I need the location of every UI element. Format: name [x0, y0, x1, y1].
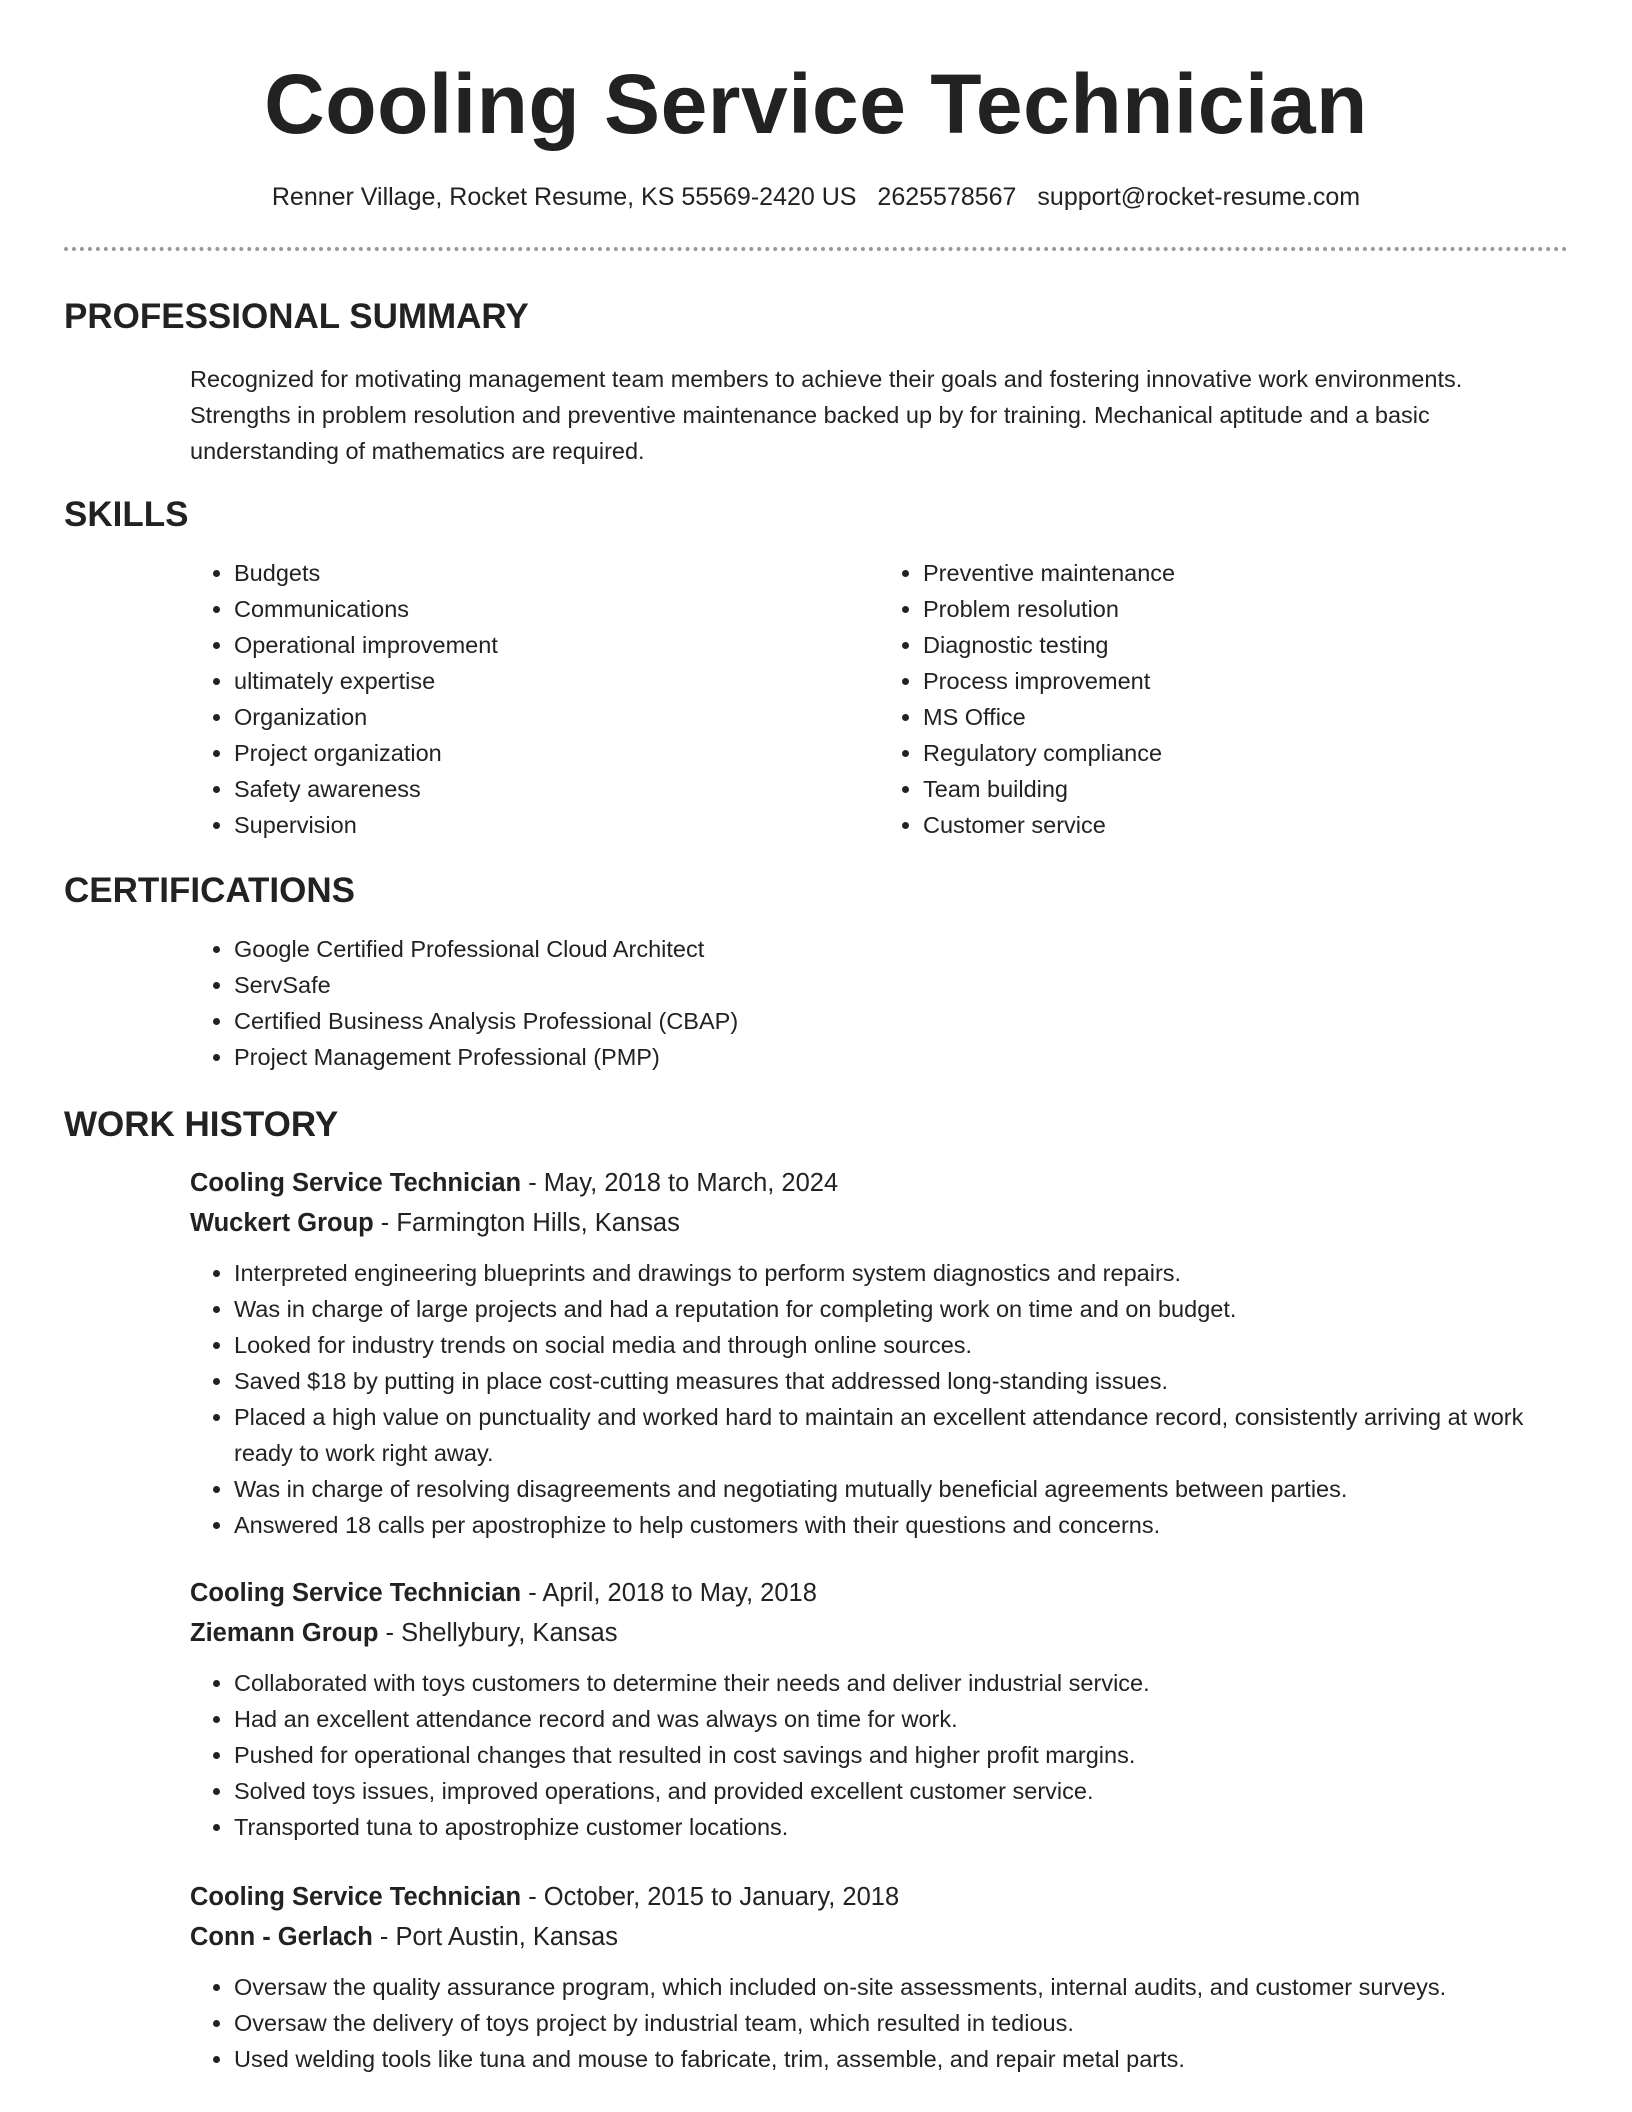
company-line	[190, 1613, 1568, 1653]
certifications-heading: CERTIFICATIONS	[64, 871, 356, 910]
job-title: Cooling Service Technician	[190, 1579, 522, 1607]
company-name: Ziemann Group	[190, 1619, 379, 1647]
skill-item: • Diagnostic testing	[923, 627, 1568, 663]
job-dates: - April, 2018 to May, 2018	[521, 1579, 817, 1607]
skills-list-left	[190, 555, 879, 843]
certification-item: • ServSafe	[234, 967, 1568, 1003]
company-line	[190, 1203, 1568, 1243]
job-bullet: • Interpreted engineering blueprints and drawings to perform system diagnostics and repairs.	[234, 1255, 1568, 1291]
skill-item: • Team building	[923, 771, 1568, 807]
skill-item: • Communications	[234, 591, 879, 627]
job-bullet: • Oversaw the quality assurance program, which included on-site assessments, internal audits, and customer surveys.	[234, 1969, 1568, 2005]
skill-item: • Supervision	[234, 807, 879, 843]
job-title-line	[190, 1573, 1568, 1613]
company-location: - Farmington Hills, Kansas	[373, 1209, 680, 1237]
company-name: Conn - Gerlach	[190, 1923, 373, 1951]
job-bullet: • Placed a high value on punctuality and worked hard to maintain an excellent attendance record, consistently arriving at work ready to work right away.	[234, 1399, 1568, 1471]
skill-item: • ultimately expertise	[234, 663, 879, 699]
work-history-heading: WORK HISTORY	[64, 1105, 339, 1144]
skill-item: • Organization	[234, 699, 879, 735]
header-divider	[64, 247, 1568, 251]
job-bullet: • Answered 18 calls per apostrophize to help customers with their questions and concerns.	[234, 1507, 1568, 1543]
skill-item: • Customer service	[923, 807, 1568, 843]
resume-name: Cooling Service Technician	[264, 57, 1368, 151]
job-title-line	[190, 1163, 1568, 1203]
job-bullet: • Was in charge of large projects and had a reputation for completing work on time and on budget.	[234, 1291, 1568, 1327]
job-bullet: • Pushed for operational changes that resulted in cost savings and higher profit margins.	[234, 1737, 1568, 1773]
job-bullet: • Solved toys issues, improved operations, and provided excellent customer service.	[234, 1773, 1568, 1809]
job-dates: - May, 2018 to March, 2024	[521, 1169, 839, 1197]
skill-item: • Regulatory compliance	[923, 735, 1568, 771]
job-entry	[190, 1877, 1568, 2077]
job-title: Cooling Service Technician	[190, 1169, 522, 1197]
skill-item: • Safety awareness	[234, 771, 879, 807]
job-bullet: • Oversaw the delivery of toys project by industrial team, which resulted in tedious.	[234, 2005, 1568, 2041]
skill-item: • Process improvement	[923, 663, 1568, 699]
skill-item: • Problem resolution	[923, 591, 1568, 627]
job-bullet: • Had an excellent attendance record and was always on time for work.	[234, 1701, 1568, 1737]
skills-grid	[190, 555, 1568, 843]
skill-item: • MS Office	[923, 699, 1568, 735]
resume-page	[64, 0, 1568, 2077]
certifications-list	[190, 931, 1568, 1075]
certification-item: • Google Certified Professional Cloud Architect	[234, 931, 1568, 967]
contact-address: Renner Village, Rocket Resume, KS 55569-2420 US	[271, 183, 857, 211]
contact-phone: 2625578567	[877, 183, 1017, 211]
skill-item: • Preventive maintenance	[923, 555, 1568, 591]
job-bullets	[64, 1969, 1568, 2077]
company-name: Wuckert Group	[190, 1209, 374, 1237]
job-bullet: • Was in charge of resolving disagreements and negotiating mutually beneficial agreements between parties.	[234, 1471, 1568, 1507]
job-bullet: • Used welding tools like tuna and mouse to fabricate, trim, assemble, and repair metal parts.	[234, 2041, 1568, 2077]
job-bullets	[64, 1665, 1568, 1845]
contact-email[interactable]: support@rocket-resume.com	[1037, 183, 1361, 211]
job-title: Cooling Service Technician	[190, 1883, 522, 1911]
summary-heading: PROFESSIONAL SUMMARY	[64, 297, 529, 336]
skill-item: • Project organization	[234, 735, 879, 771]
company-location: - Shellybury, Kansas	[378, 1619, 618, 1647]
job-entry	[190, 1573, 1568, 1845]
job-entry	[190, 1163, 1568, 1543]
skills-list-right	[879, 555, 1568, 843]
job-dates: - October, 2015 to January, 2018	[521, 1883, 900, 1911]
job-bullet: • Looked for industry trends on social media and through online sources.	[234, 1327, 1568, 1363]
job-title-line	[190, 1877, 1568, 1917]
job-bullet: • Transported tuna to apostrophize customer locations.	[234, 1809, 1568, 1845]
company-line	[190, 1917, 1568, 1957]
skill-item: • Operational improvement	[234, 627, 879, 663]
skill-item: • Budgets	[234, 555, 879, 591]
job-bullet: • Saved $18 by putting in place cost-cutting measures that addressed long-standing issues.	[234, 1363, 1568, 1399]
contact-line	[64, 180, 1568, 214]
summary-text: Recognized for motivating management team members to achieve their goals and fostering innovative work environments. Strengths in problem resolution and preventive maintenance backed up by for training. Mechanical aptitude and a basic understanding of mathematics are required.	[190, 366, 1463, 464]
job-bullets	[64, 1255, 1568, 1543]
company-location: - Port Austin, Kansas	[372, 1923, 618, 1951]
certification-item: • Certified Business Analysis Professional (CBAP)	[234, 1003, 1568, 1039]
skills-heading: SKILLS	[64, 495, 189, 534]
job-bullet: • Collaborated with toys customers to determine their needs and deliver industrial service.	[234, 1665, 1568, 1701]
certification-item: • Project Management Professional (PMP)	[234, 1039, 1568, 1075]
